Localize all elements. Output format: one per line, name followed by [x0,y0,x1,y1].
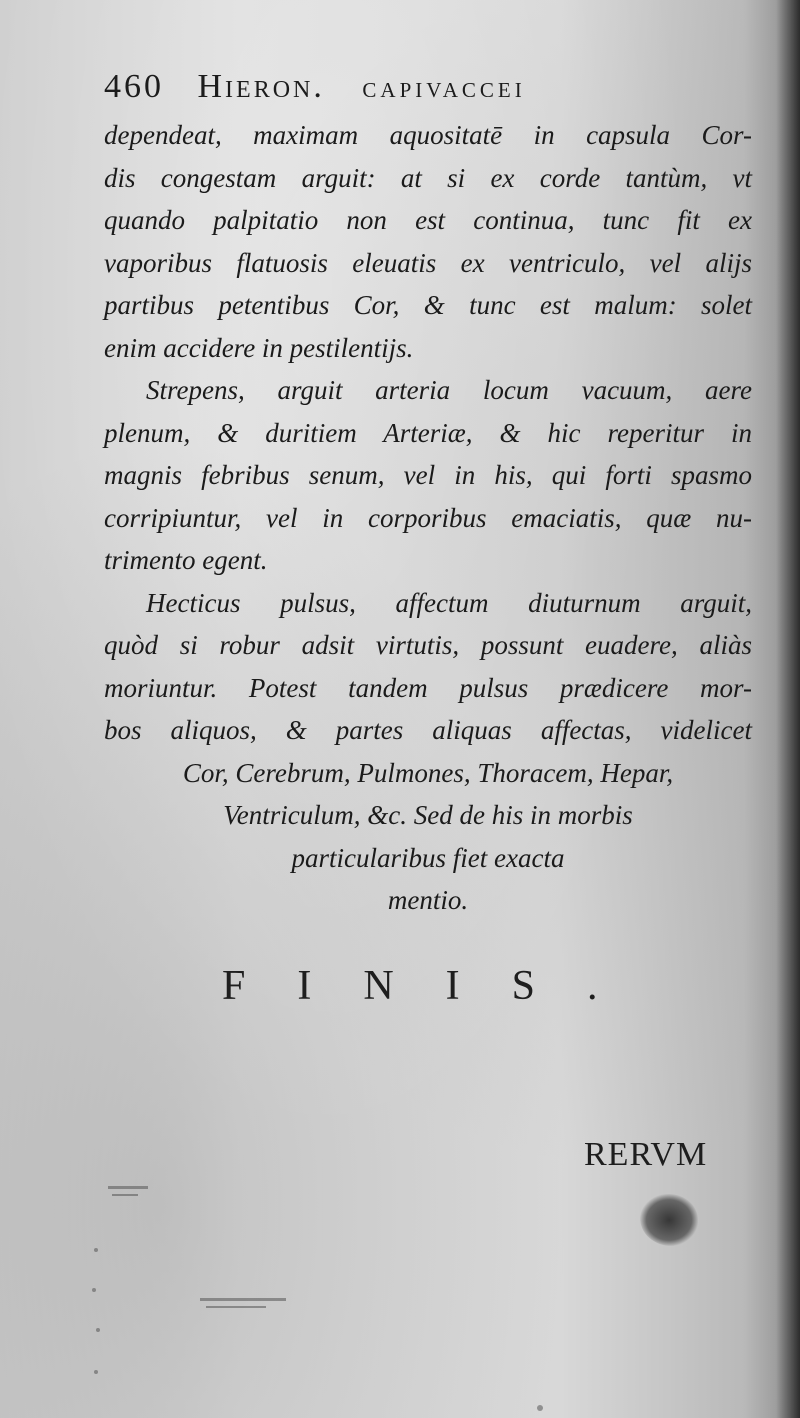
text-line: bos aliquos, & partes aliquas affectas, videlicet [104,715,752,745]
main-text [104,114,752,914]
paper-show-through-marks [0,1150,800,1418]
text-line: mentio. [387,885,469,915]
text-line: enim accidere in pestilentijs. [104,332,414,363]
text-line: corripiuntur, vel in corporibus emaciatis, quæ nu- [104,502,752,533]
text-line: vaporibus flatuosis eleuatis ex ventriculo, vel alijs [104,247,752,278]
text-line: Cor, Cerebrum, Pulmones, Thoracem, Hepar, [182,757,674,788]
text-line: Strepens, arguit arteria locum vacuum, aere [146,375,752,405]
text-line: plenum, & duritiem Arteriæ, & hic reperitur in [104,417,752,448]
text-line: quòd si robur adsit virtutis, possunt euadere, aliàs [104,630,752,660]
text-line: dis congestam arguit: at si ex corde tantùm, vt [104,162,752,193]
text-line: dependeat, maximam aquositatē in capsula Cor- [104,120,752,150]
text-line: partibus petentibus Cor, & tunc est malum: solet [104,290,752,320]
text-line: Hecticus pulsus, affectum diuturnum arguit, [146,587,752,618]
text-line: magnis febribus senum, vel in his, qui forti spasmo [104,460,752,490]
text-line: moriuntur. Potest tandem pulsus prædicere mor- [104,672,752,703]
header-author: Hieron. [197,68,325,105]
text-line: Ventriculum, &c. Sed de his in morbis [223,800,633,830]
running-header [104,68,744,112]
header-work: capivaccei [362,71,526,104]
catchword: RERVM [584,1136,708,1173]
text-line: particularibus fiet exacta [291,842,565,873]
page-number: 460 [104,68,164,105]
text-line: quando palpitatio non est continua, tunc fit ex [104,205,752,235]
finis-heading: FINIS. [222,963,650,1009]
text-line: trimento egent. [104,545,268,575]
